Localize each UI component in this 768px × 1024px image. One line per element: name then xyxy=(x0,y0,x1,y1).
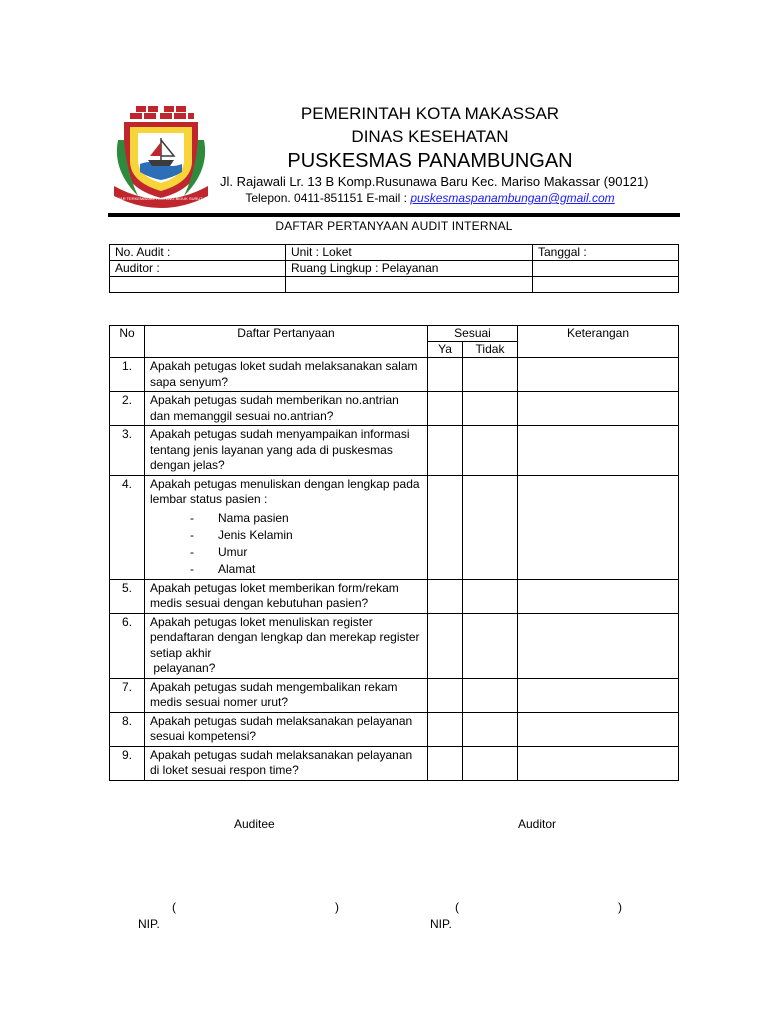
question-number: 4. xyxy=(110,475,145,579)
empty-cell xyxy=(533,261,679,277)
question-cell xyxy=(145,579,428,613)
status-field-item: - Alamat xyxy=(150,561,422,578)
audit-info-table xyxy=(109,244,679,293)
question-row xyxy=(110,392,679,426)
answer-ya-cell[interactable] xyxy=(428,392,463,426)
question-text: Apakah petugas sudah melaksanakan pelayanan sesuai kompetensi? xyxy=(150,713,413,743)
question-text: Apakah petugas sudah menyampaikan informasi tentang jenis layanan yang ada di puskesmas dengan jelas? xyxy=(150,427,410,472)
puskesmas-logo-emblem xyxy=(97,100,225,212)
keterangan-cell[interactable] xyxy=(518,426,679,476)
keterangan-cell[interactable] xyxy=(518,678,679,712)
auditee-nip: NIP. xyxy=(138,917,160,931)
question-cell xyxy=(145,712,428,746)
question-text: Apakah petugas menuliskan dengan lengkap pada lembar status pasien : xyxy=(150,476,420,506)
col-header-ya: Ya xyxy=(428,342,463,358)
question-number: 9. xyxy=(110,746,145,780)
tanggal-cell: Tanggal : xyxy=(533,245,679,261)
question-number: 6. xyxy=(110,613,145,678)
question-row xyxy=(110,613,679,678)
question-row xyxy=(110,746,679,780)
logo-motto: SEKALI LAYAR TERKEMBANG PANTANG BIDUK SURUT KE PANTAI xyxy=(97,196,225,201)
question-row xyxy=(110,358,679,392)
question-text: Apakah petugas loket memberikan form/rekam medis sesuai dengan kebutuhan pasien? xyxy=(150,580,399,610)
question-text: Apakah petugas sudah mengembalikan rekam medis sesuai nomer urut? xyxy=(150,679,398,709)
question-text-continued: pelayanan? xyxy=(150,661,216,675)
question-number: 7. xyxy=(110,678,145,712)
header-puskesmas-name: PUSKESMAS PANAMBUNGAN xyxy=(287,150,573,172)
answer-ya-cell[interactable] xyxy=(428,426,463,476)
col-header-questions: Daftar Pertanyaan xyxy=(145,326,428,358)
auditor-paren-close: ) xyxy=(618,900,622,914)
keterangan-cell[interactable] xyxy=(518,475,679,579)
auditee-paren-open: ( xyxy=(172,900,176,914)
header-government: PEMERINTAH KOTA MAKASSAR xyxy=(300,104,560,123)
header-email-link[interactable]: puskesmaspanambungan@gmail.com xyxy=(410,191,615,205)
question-row xyxy=(110,712,679,746)
question-text: Apakah petugas loket sudah melaksanakan salam sapa senyum? xyxy=(150,359,418,389)
question-number: 2. xyxy=(110,392,145,426)
unit-cell: Unit : Loket xyxy=(286,245,533,261)
question-cell xyxy=(145,426,428,476)
question-cell xyxy=(145,475,428,579)
header-department: DINAS KESEHATAN xyxy=(351,127,509,146)
header-divider xyxy=(108,213,680,217)
empty-cell xyxy=(533,277,679,293)
question-row xyxy=(110,475,679,579)
question-number: 1. xyxy=(110,358,145,392)
question-cell xyxy=(145,613,428,678)
auditee-label: Auditee xyxy=(234,817,275,831)
header-contact xyxy=(220,191,640,205)
keterangan-cell[interactable] xyxy=(518,579,679,613)
question-cell xyxy=(145,746,428,780)
question-row xyxy=(110,678,679,712)
col-header-sesuai: Sesuai xyxy=(428,326,518,342)
answer-tidak-cell[interactable] xyxy=(463,678,518,712)
question-text: Apakah petugas sudah memberikan no.antrian dan memanggil sesuai no.antrian? xyxy=(150,393,399,423)
question-row xyxy=(110,426,679,476)
document-title: DAFTAR PERTANYAAN AUDIT INTERNAL xyxy=(275,219,513,233)
status-field-item: - Umur xyxy=(150,544,422,561)
question-cell xyxy=(145,358,428,392)
question-cell xyxy=(145,392,428,426)
status-field-item: - Nama pasien xyxy=(150,510,422,527)
audit-questions-table xyxy=(109,325,679,781)
auditor-cell: Auditor : xyxy=(110,261,286,277)
question-row xyxy=(110,579,679,613)
status-field-list xyxy=(150,510,422,578)
col-header-no: No xyxy=(110,326,145,358)
no-audit-cell: No. Audit : xyxy=(110,245,286,261)
answer-tidak-cell[interactable] xyxy=(463,613,518,678)
question-cell xyxy=(145,678,428,712)
keterangan-cell[interactable] xyxy=(518,392,679,426)
question-text: Apakah petugas sudah melaksanakan pelayanan di loket sesuai respon time? xyxy=(150,747,413,777)
answer-ya-cell[interactable] xyxy=(428,475,463,579)
col-header-keterangan: Keterangan xyxy=(518,326,679,358)
header-address: Jl. Rajawali Lr. 13 B Komp.Rusunawa Baru Kec. Mariso Makassar (90121) xyxy=(220,174,649,189)
answer-tidak-cell[interactable] xyxy=(463,475,518,579)
keterangan-cell[interactable] xyxy=(518,712,679,746)
question-number: 8. xyxy=(110,712,145,746)
question-number: 3. xyxy=(110,426,145,476)
col-header-tidak: Tidak xyxy=(463,342,518,358)
answer-tidak-cell[interactable] xyxy=(463,426,518,476)
answer-tidak-cell[interactable] xyxy=(463,392,518,426)
question-number: 5. xyxy=(110,579,145,613)
answer-ya-cell[interactable] xyxy=(428,746,463,780)
status-field-item: - Jenis Kelamin xyxy=(150,527,422,544)
auditor-nip: NIP. xyxy=(430,917,452,931)
auditor-label: Auditor xyxy=(518,817,557,831)
keterangan-cell[interactable] xyxy=(518,613,679,678)
empty-cell xyxy=(110,277,286,293)
keterangan-cell[interactable] xyxy=(518,746,679,780)
answer-tidak-cell[interactable] xyxy=(463,579,518,613)
keterangan-cell[interactable] xyxy=(518,358,679,392)
question-text: Apakah petugas loket menuliskan register pendaftaran dengan lengkap dan merekap register setiap akhir xyxy=(150,614,420,660)
auditor-paren-open: ( xyxy=(455,900,459,914)
answer-ya-cell[interactable] xyxy=(428,613,463,678)
answer-tidak-cell[interactable] xyxy=(463,712,518,746)
answer-ya-cell[interactable] xyxy=(428,358,463,392)
answer-tidak-cell[interactable] xyxy=(463,358,518,392)
answer-ya-cell[interactable] xyxy=(428,579,463,613)
empty-cell xyxy=(286,277,533,293)
answer-ya-cell[interactable] xyxy=(428,712,463,746)
answer-tidak-cell[interactable] xyxy=(463,746,518,780)
ruang-lingkup-cell: Ruang Lingkup : Pelayanan xyxy=(286,261,533,277)
answer-ya-cell[interactable] xyxy=(428,678,463,712)
auditee-paren-close: ) xyxy=(335,900,339,914)
header-phone: Telepon. 0411-851151 E-mail : xyxy=(245,191,411,205)
